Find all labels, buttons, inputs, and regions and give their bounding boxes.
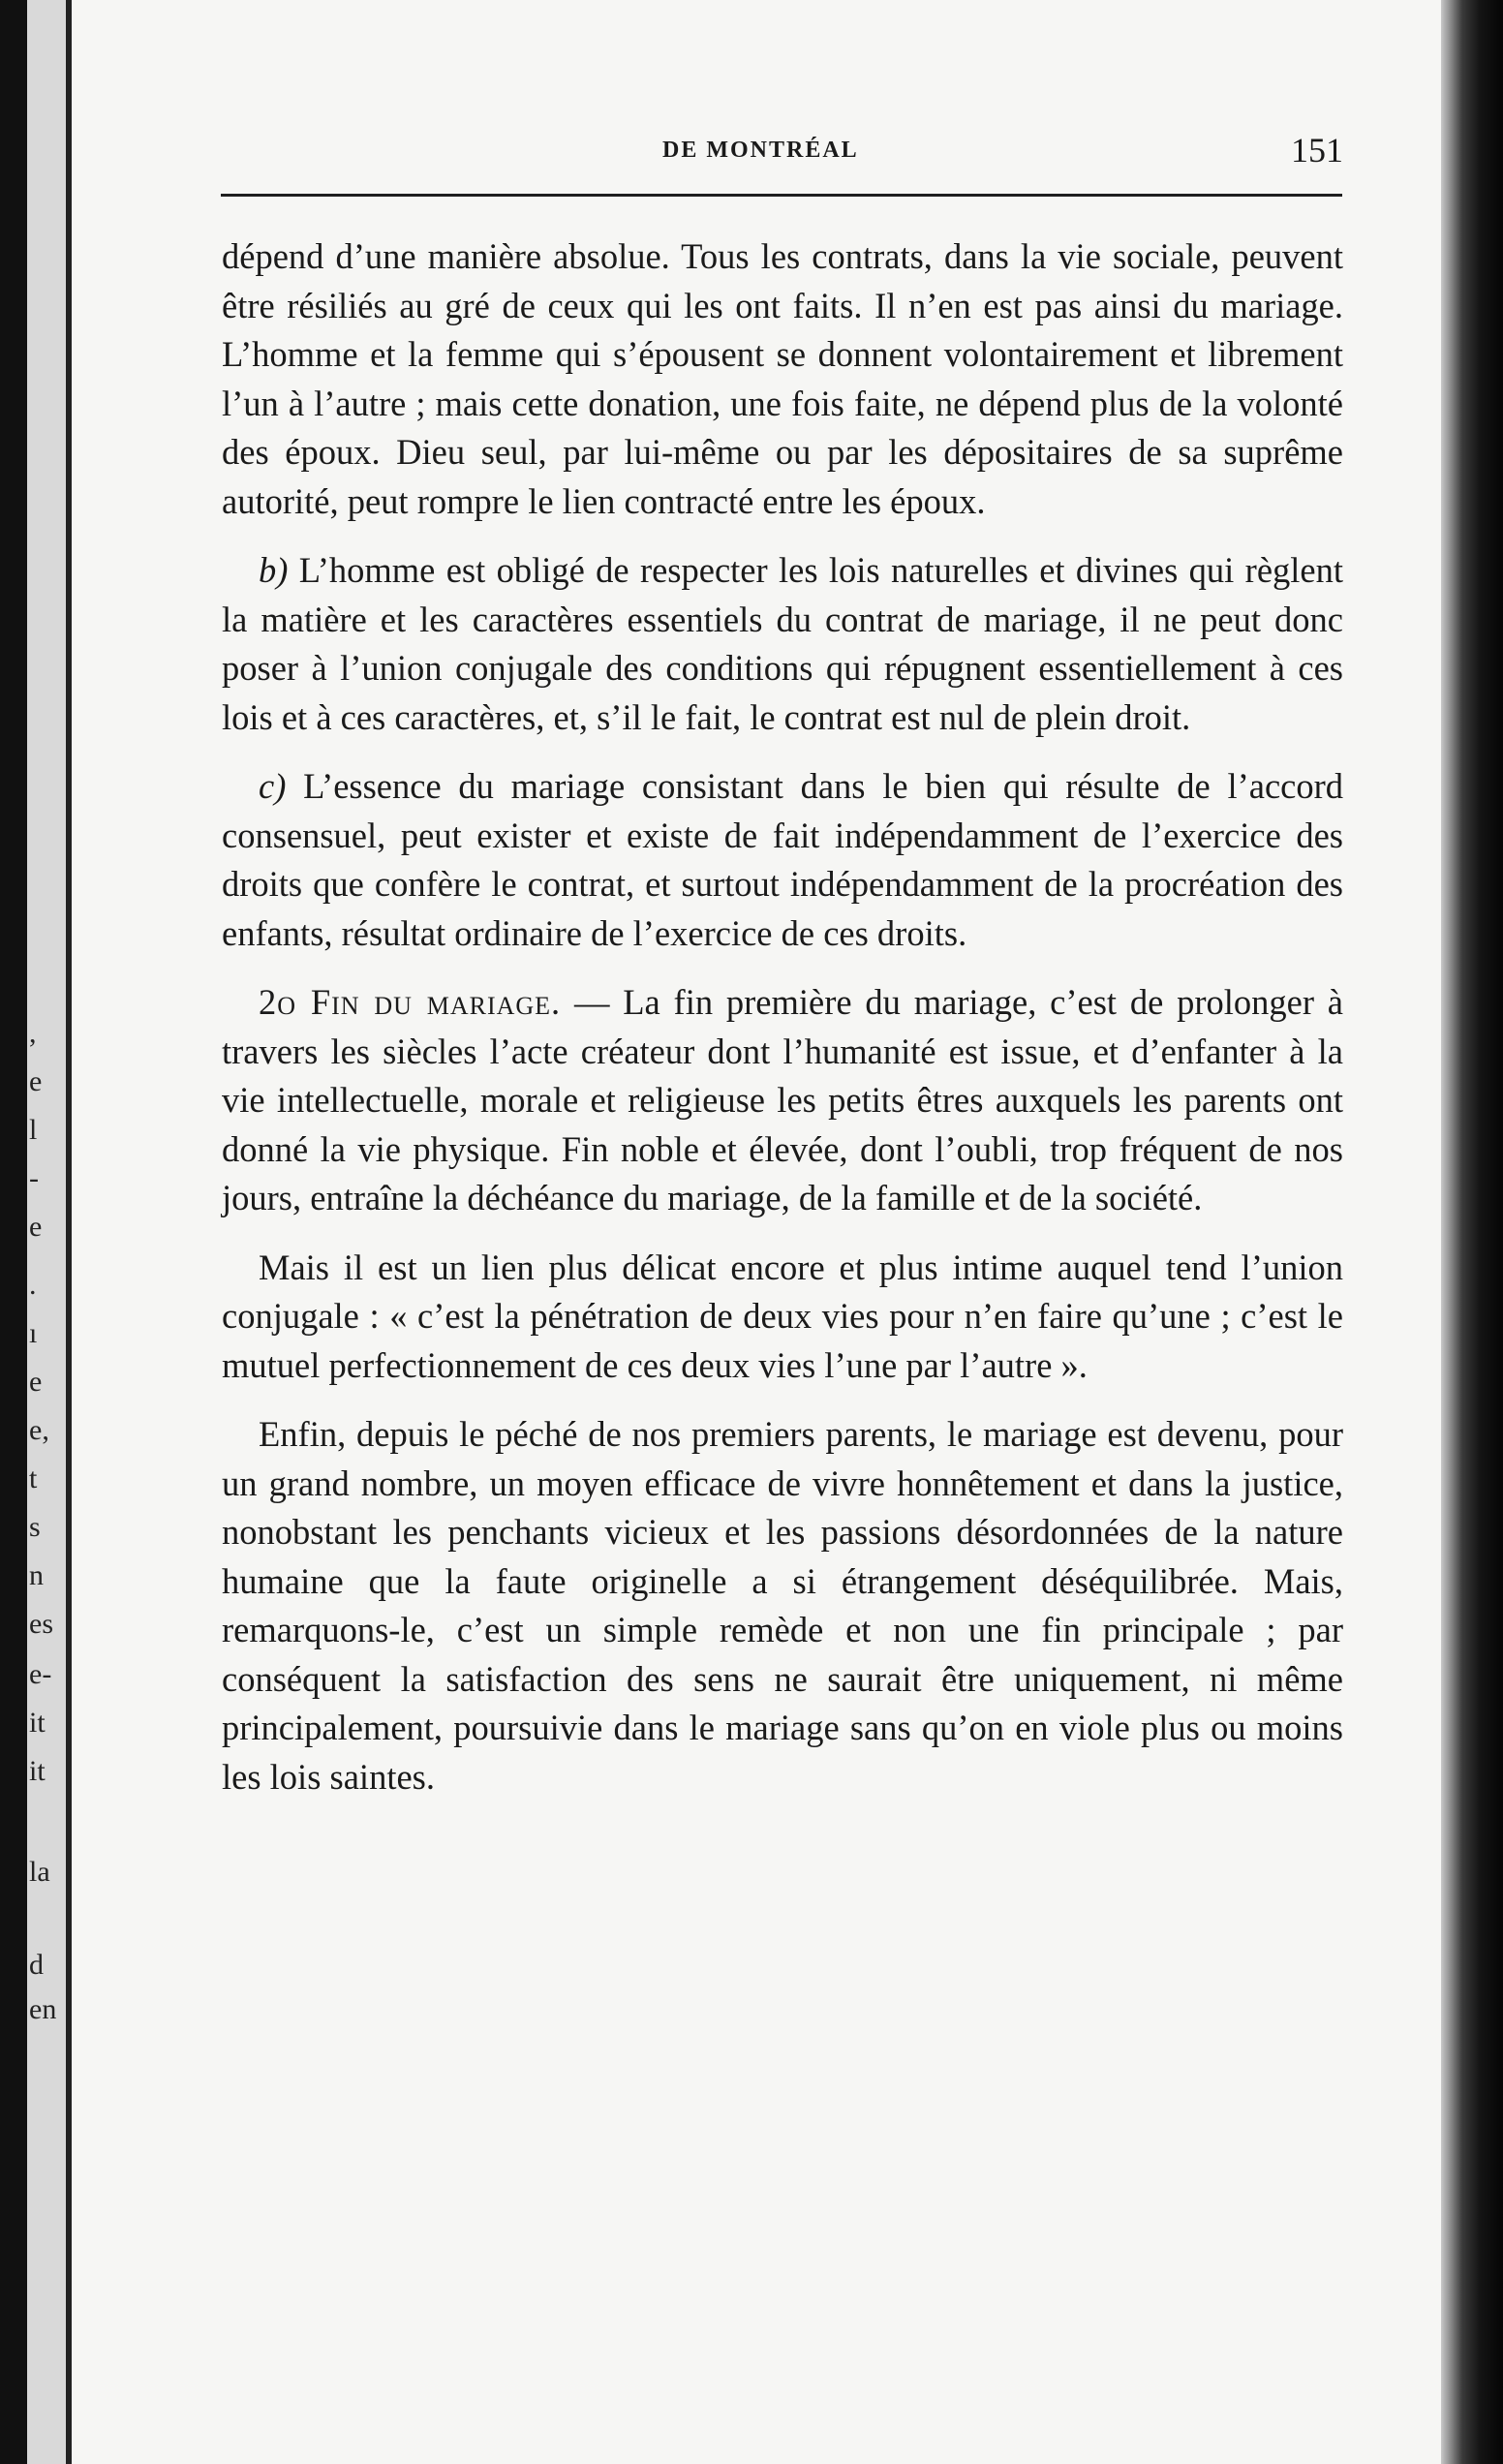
list-marker: c) [259, 766, 287, 806]
margin-fragment: l [29, 1114, 38, 1146]
margin-fragment: it [29, 1707, 46, 1739]
margin-fragment: e [29, 1065, 43, 1097]
paragraph [222, 978, 1343, 1223]
margin-fragment: la [29, 1856, 50, 1888]
margin-fragment: ı [29, 1317, 38, 1349]
margin-fragment: n [29, 1559, 44, 1591]
margin-fragment: s [29, 1511, 41, 1543]
book-edge-right [1441, 0, 1503, 2464]
margin-fragment: - [29, 1162, 39, 1194]
running-head: DE MONTRÉAL [662, 138, 859, 163]
book-page [72, 0, 1441, 2464]
paragraph-text: Enfin, depuis le péché de nos premiers parents, le mariage est devenu, pour un grand nombre, un moyen efficace de vivre honnêtement et dans la justice, nonobstant les penchants vicieux et les passions désordonnées de la nature humaine que la faute originelle a si étrangement déséquilibrée. Mais, remarquons-le, c’est un simple remède et non une fin principale ; par conséquent la satisfaction des sens ne saurait être uniquement, ni même principalement, poursuivie dans le mariage sans qu’on en viole plus ou moins les lois saintes. [222, 1414, 1343, 1797]
scan-border-left [0, 0, 27, 2464]
paragraph-text: — La fin première du mariage, c’est de prolonger à travers les siècles l’acte créateur dont l’humanité est issue, et d’enfanter à la vie intellectuelle, morale et religieuse les petits êtres auxquels les parents ont donné la vie physique. Fin noble et élevée, dont l’oubli, trop fréquent de nos jours, entraîne la déchéance du mariage, de la famille et de la société. [222, 982, 1343, 1217]
margin-fragment: en [29, 1993, 57, 2025]
margin-fragment: e, [29, 1414, 49, 1446]
margin-fragment: d [29, 1949, 44, 1981]
margin-fragment: e- [29, 1658, 52, 1690]
paragraph-text: L’homme est obligé de respecter les lois naturelles et divines qui règlent la matière et les caractères essentiels du contrat de mariage, il ne peut donc poser à l’union conjugale des conditions qui répugnent essentiellement à ces lois et à ces caractères, et, s’il le fait, le contrat est nul de plein droit. [222, 550, 1343, 737]
margin-fragment: , [29, 1017, 37, 1049]
paragraph [222, 1410, 1343, 1802]
list-marker: b) [259, 550, 289, 590]
paragraph [222, 546, 1343, 742]
body-text [222, 232, 1343, 1802]
margin-fragment: e [29, 1366, 43, 1398]
paragraph [222, 232, 1343, 526]
header-rule [221, 194, 1342, 197]
paragraph [222, 762, 1343, 958]
paragraph-text: dépend d’une manière absolue. Tous les contrats, dans la vie sociale, peuvent être résiliés au gré de ceux qui les ont faits. Il n’en est pas ainsi du mariage. L’homme et la femme qui s’épousent se donnent volontairement et librement l’un à l’autre ; mais cette donation, une fois faite, ne dépend plus de la volonté des époux. Dieu seul, par lui-même ou par les dépositaires de sa suprême autorité, peut rompre le lien contracté entre les époux. [222, 236, 1343, 521]
margin-fragment: it [29, 1755, 46, 1787]
section-heading: 2o Fin du mariage. [259, 982, 562, 1022]
margin-fragment: t [29, 1463, 38, 1494]
page-number: 151 [1291, 131, 1343, 169]
margin-fragment: . [29, 1269, 37, 1301]
margin-fragment: es [29, 1608, 53, 1640]
paragraph [222, 1244, 1343, 1391]
paragraph-text: L’essence du mariage consistant dans le bien qui résulte de l’accord consensuel, peut exister et existe de fait indépendamment de l’exercice des droits que confère le contrat, et surtout indépendamment de la procréation des enfants, résultat ordinaire de l’exercice de ces droits. [222, 766, 1343, 953]
margin-fragment: e [29, 1211, 43, 1243]
page-header [222, 126, 1343, 184]
previous-page-edge [27, 0, 72, 2464]
paragraph-text: Mais il est un lien plus délicat encore et plus intime auquel tend l’union conjugale : « c’est la pénétration de deux vies pour n’en faire qu’une ; c’est le mutuel perfectionnement de ces deux vies l’une par l’autre ». [222, 1247, 1343, 1385]
